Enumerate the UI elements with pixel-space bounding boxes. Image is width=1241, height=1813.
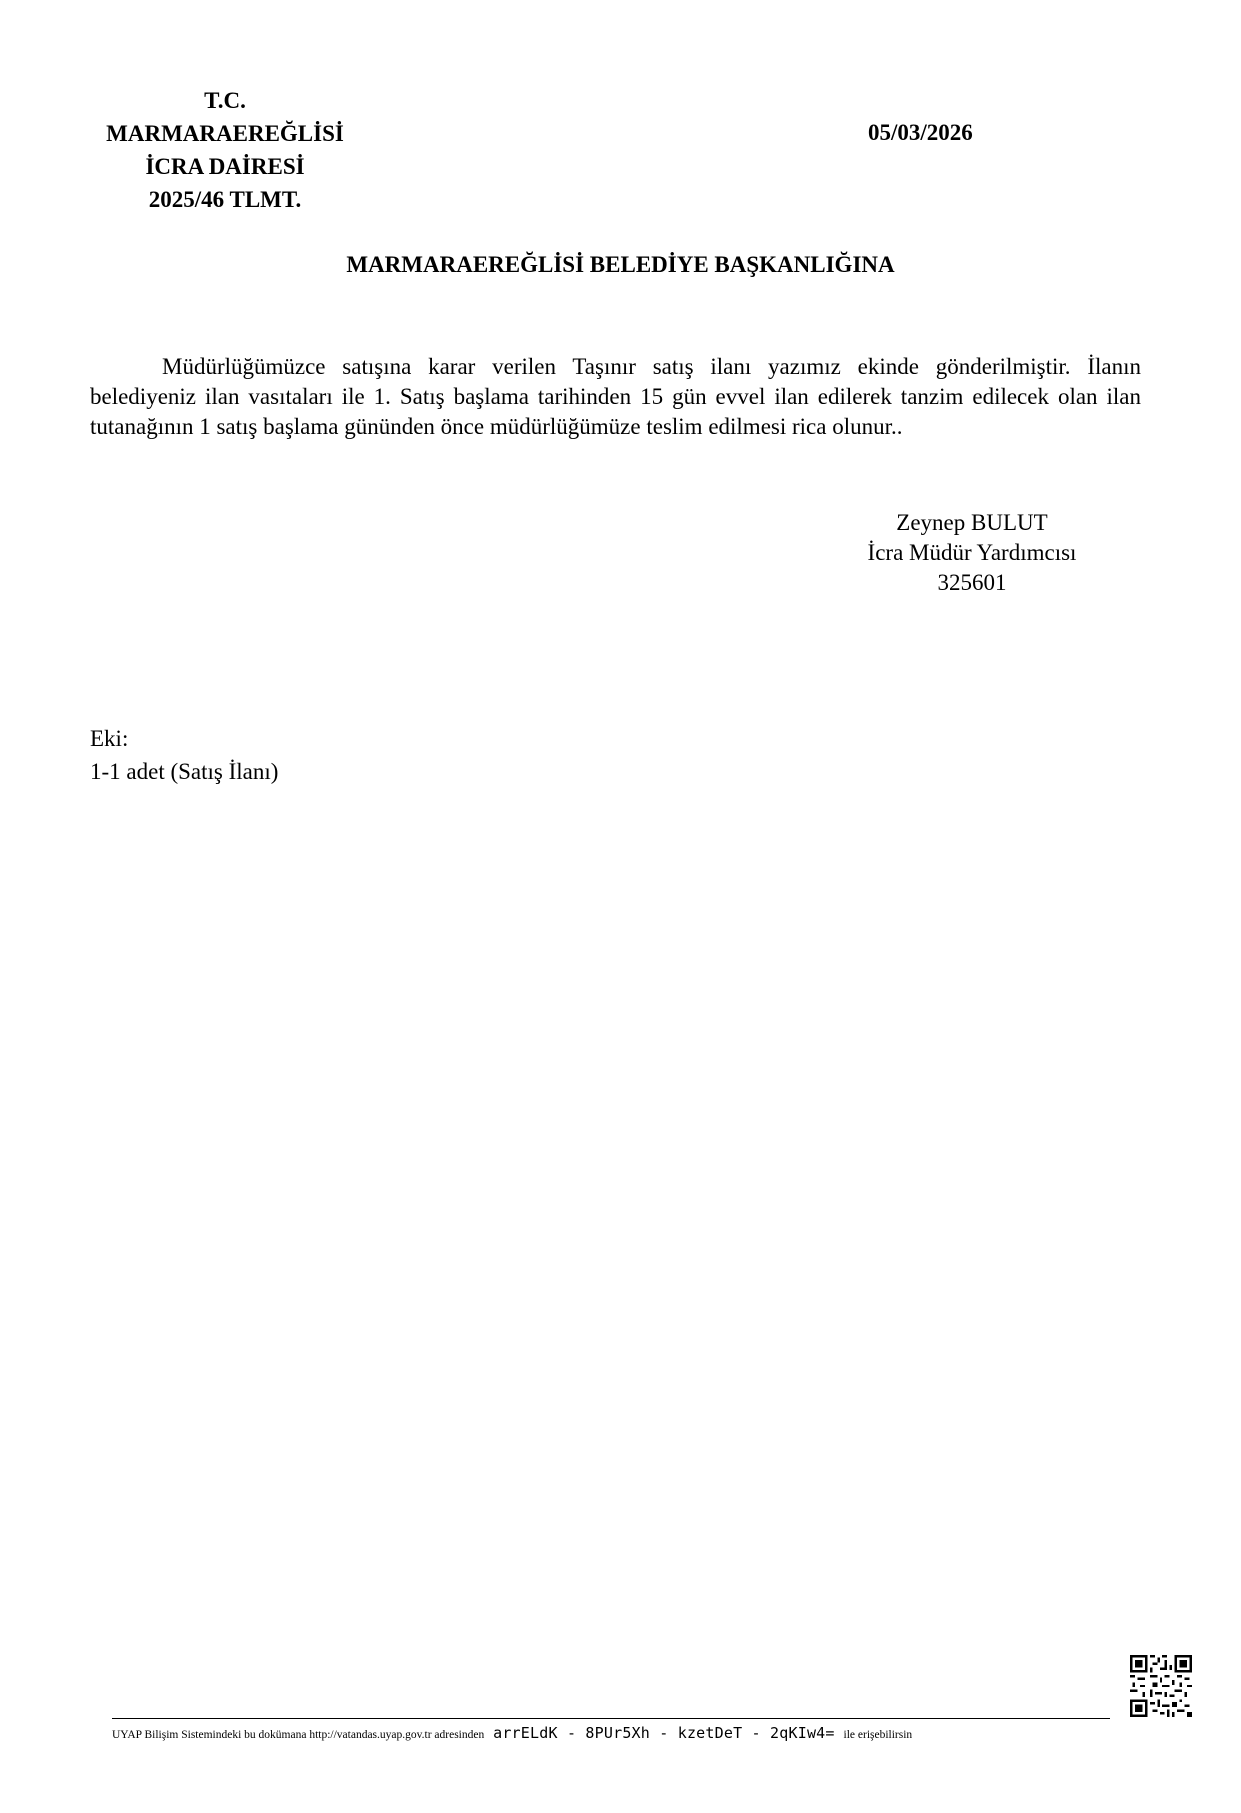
- signatory-title: İcra Müdür Yardımcısı: [867, 540, 1077, 565]
- document-date: 05/03/2026: [868, 120, 973, 145]
- qr-code-icon: [1130, 1655, 1192, 1717]
- attachment-item: 1-1 adet (Satış İlanı): [90, 759, 279, 784]
- verification-code: arrELdK - 8PUr5Xh - kzetDeT - 2qKIw4=: [493, 1724, 835, 1742]
- recipient-heading: MARMARAEREĞLİSİ BELEDİYE BAŞKANLIĞINA: [346, 252, 895, 277]
- footer-verification-line: [112, 1722, 1112, 1746]
- signatory-number: 325601: [937, 570, 1007, 595]
- header-country: T.C.: [204, 88, 246, 113]
- attachments-label: Eki:: [90, 726, 129, 751]
- body-paragraph: Müdürlüğümüzce satışına karar verilen Taşınır satış ilanı yazımız ekinde gönderilmiştir. İlanın belediyeniz ilan vasıtaları ile 1. Satış başlama tarihinden 15 gün evvel ilan edilerek tanzim edilecek olan ilan tutanağının 1 satış başlama gününden önce müdürlüğümüze teslim edilmesi rica olunur..: [90, 354, 1141, 439]
- signatory-name: Zeynep BULUT: [896, 510, 1048, 535]
- attachments-block: [90, 722, 278, 788]
- footer-prefix: UYAP Bilişim Sistemindeki bu dokümana http://vatandas.uyap.gov.tr adresinden: [112, 1729, 485, 1741]
- header-district: MARMARAEREĞLİSİ: [106, 121, 344, 146]
- header-file-number: 2025/46 TLMT.: [148, 187, 302, 212]
- header-office: İCRA DAİRESİ: [145, 154, 305, 179]
- signature-block: [830, 508, 1114, 598]
- footer-divider: [112, 1718, 1110, 1719]
- office-header: [80, 84, 370, 216]
- footer-suffix: ile erişebilirsin: [843, 1729, 913, 1741]
